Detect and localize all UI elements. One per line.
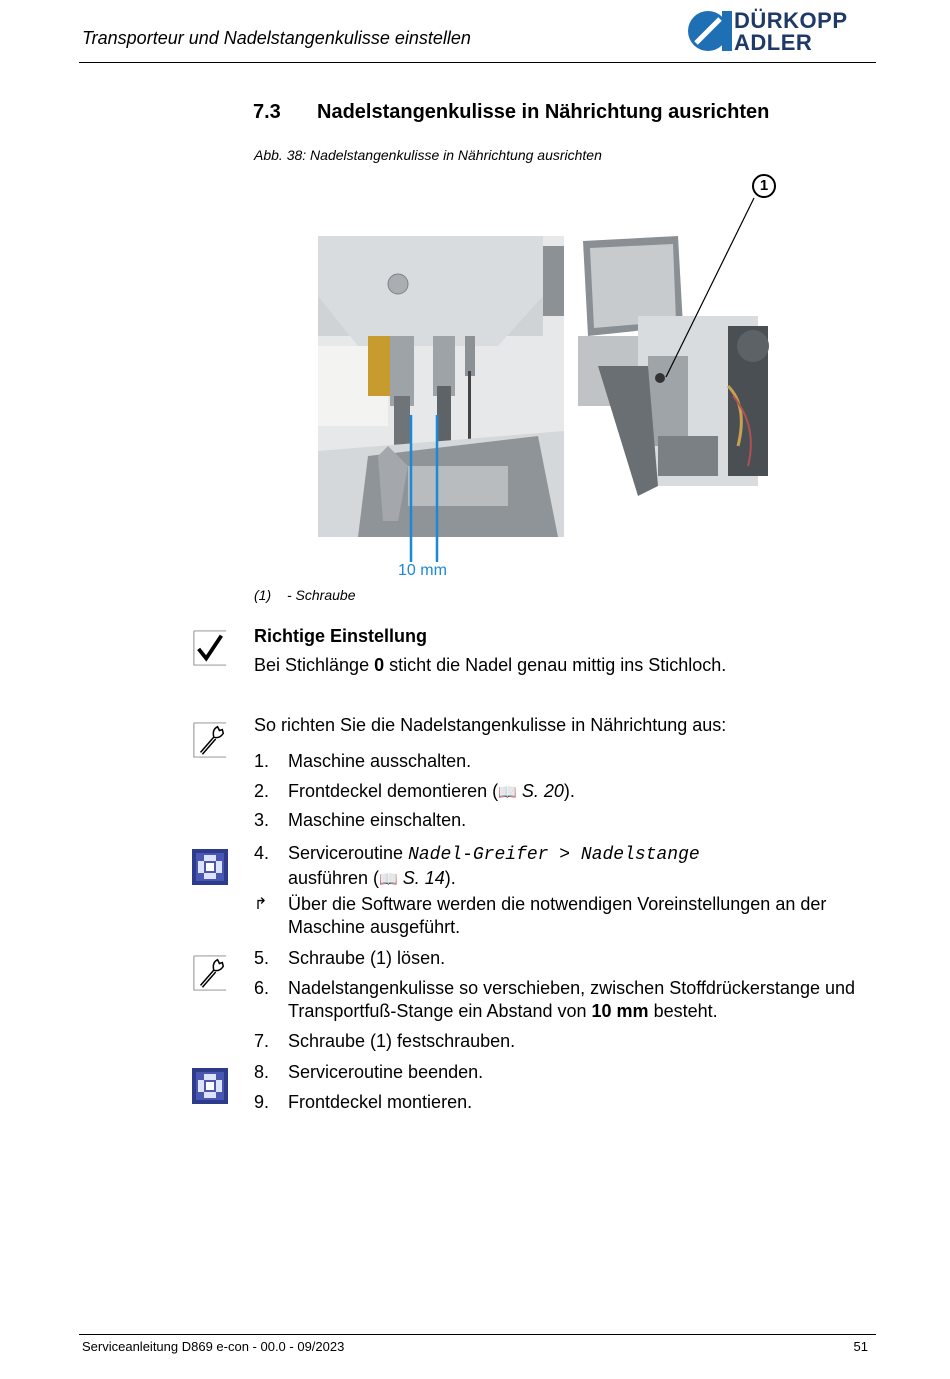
step-8-number: 8. [254,1062,270,1082]
step-5-number: 5. [254,948,270,968]
step-4-text-a: Serviceroutine [288,843,409,863]
software-icon [192,849,228,885]
correct-setting-heading: Richtige Einstellung [254,626,428,646]
brand-logo [686,8,876,56]
procedure-intro: So richten Sie die Nadelstangenkulisse in Nährichtung aus: [254,715,727,735]
step-4-text-b: ausführen ( [288,868,380,888]
page-number: 51 [853,1339,868,1354]
step-8-text: Serviceroutine beenden. [288,1062,484,1082]
step-1-number: 1. [254,751,270,771]
legend-text: - Schraube [287,587,356,603]
step-1-text: Maschine ausschalten. [288,751,472,771]
step-4-text [288,842,868,891]
service-routine-path: Nadel-Greifer > Nadelstange [408,845,700,865]
measure-label: 10 mm [398,562,447,579]
step-2-page-ref[interactable]: S. 20 [521,781,564,801]
figure-caption: Abb. 38: Nadelstangenkulisse in Nährichtung ausrichten [254,147,602,163]
header-title: Transporteur und Nadelstangenkulisse einstellen [82,28,471,48]
step-6-text-b: besteht. [648,1001,718,1021]
step-3-number: 3. [254,810,270,830]
step-2-text-b: ). [563,781,575,801]
step-2-number: 2. [254,781,270,801]
figure-legend [254,587,355,603]
step-5-text: Schraube (1) lösen. [288,948,446,968]
legend-key: (1) [254,587,272,603]
distance-value: 10 mm [591,1001,649,1021]
step-4-page-ref[interactable]: S. 14 [402,868,445,888]
callout-overlay [300,170,820,585]
stitch-length-value: 0 [374,655,385,675]
callout-number: 1 [759,177,769,194]
step-2-text-a: Frontdeckel demontieren ( [288,781,499,801]
book-icon: 📖 [498,784,517,801]
section-title: Nadelstangenkulisse in Nährichtung ausrichten [317,101,770,123]
step-2-text [288,780,868,804]
brand-name-line1: DÜRKOPP [734,8,848,33]
footer-document-id: Serviceanleitung D869 e-con - 00.0 - 09/2023 [82,1339,345,1354]
step-6-text [288,977,868,1023]
header-divider [79,62,876,63]
brand-name-line2: ADLER [734,30,813,55]
wrench-icon [192,955,228,991]
step-7-number: 7. [254,1031,270,1051]
step-9-text: Frontdeckel montieren. [288,1092,473,1112]
figure [300,170,820,585]
section-number: 7.3 [253,101,281,123]
footer-divider [79,1334,876,1335]
correct-setting-text-b: sticht die Nadel genau mittig ins Stichloch. [384,655,727,675]
step-4-result: Über die Software werden die notwendigen Voreinstellungen an der Maschine ausgeführt. [288,894,827,937]
step-4-text-c: ). [444,868,456,888]
brand-logo-mark-icon [686,8,734,54]
book-icon: 📖 [379,871,398,888]
software-icon [192,1068,228,1104]
correct-setting-text-a: Bei Stichlänge [254,655,375,675]
wrench-icon [192,722,228,758]
result-arrow-icon: ↱ [254,896,268,913]
step-3-text: Maschine einschalten. [288,810,467,830]
checkmark-icon [192,630,228,666]
step-4-number: 4. [254,843,270,863]
step-6-number: 6. [254,978,270,998]
step-7-text: Schraube (1) festschrauben. [288,1031,516,1051]
step-6-text-a: Nadelstangenkulisse so verschieben, zwischen Stoffdrückerstange und Transportfuß-Stange ein Abstand von [288,978,855,1021]
step-9-number: 9. [254,1092,270,1112]
correct-setting-text [254,654,726,677]
